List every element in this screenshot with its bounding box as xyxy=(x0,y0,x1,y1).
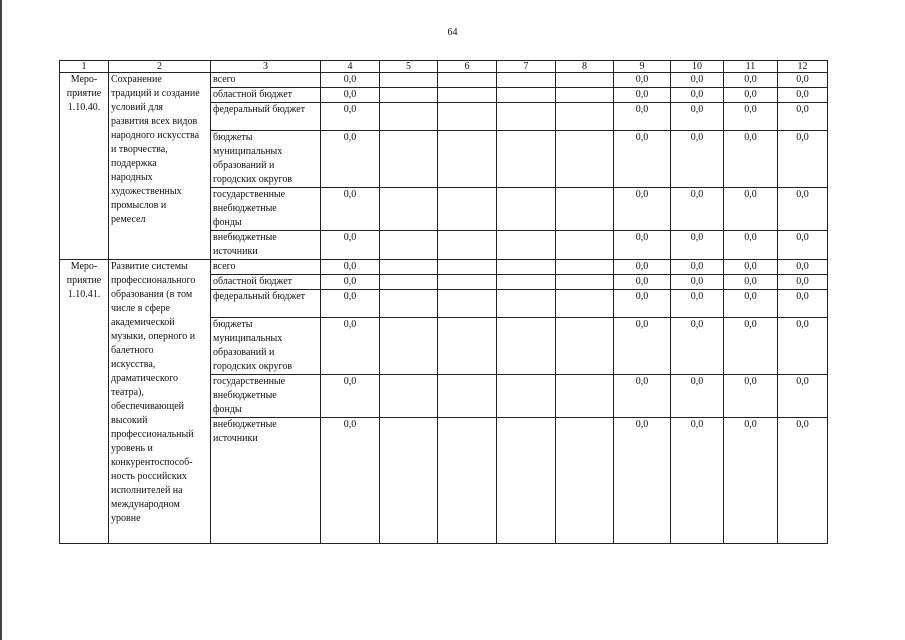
value-col-4: 0,0 xyxy=(321,231,380,260)
value-col-9: 0,0 xyxy=(614,318,671,375)
value-col-9: 0,0 xyxy=(614,260,671,275)
value-col-12: 0,0 xyxy=(778,231,828,260)
value-col-7 xyxy=(497,260,556,275)
value-col-8 xyxy=(556,131,614,188)
funding-source: внебюджетные источники xyxy=(211,418,321,544)
value-col-5 xyxy=(380,290,438,318)
value-col-7 xyxy=(497,88,556,103)
value-col-5 xyxy=(380,260,438,275)
value-col-8 xyxy=(556,290,614,318)
value-col-10: 0,0 xyxy=(671,275,724,290)
value-col-11: 0,0 xyxy=(724,188,778,231)
value-col-7 xyxy=(497,375,556,418)
value-col-9: 0,0 xyxy=(614,88,671,103)
value-col-7 xyxy=(497,231,556,260)
column-header: 5 xyxy=(380,61,438,73)
value-col-9: 0,0 xyxy=(614,418,671,544)
value-col-11: 0,0 xyxy=(724,318,778,375)
value-col-12: 0,0 xyxy=(778,275,828,290)
value-col-8 xyxy=(556,73,614,88)
column-header: 7 xyxy=(497,61,556,73)
value-col-8 xyxy=(556,275,614,290)
value-col-12: 0,0 xyxy=(778,88,828,103)
funding-source: внебюджетные источники xyxy=(211,231,321,260)
value-col-6 xyxy=(438,188,497,231)
value-col-12: 0,0 xyxy=(778,73,828,88)
value-col-10: 0,0 xyxy=(671,103,724,131)
value-col-11: 0,0 xyxy=(724,231,778,260)
value-col-8 xyxy=(556,375,614,418)
value-col-6 xyxy=(438,318,497,375)
value-col-5 xyxy=(380,73,438,88)
funding-source: областной бюджет xyxy=(211,275,321,290)
value-col-12: 0,0 xyxy=(778,188,828,231)
value-col-6 xyxy=(438,260,497,275)
column-header: 3 xyxy=(211,61,321,73)
table-row xyxy=(60,260,828,275)
column-header: 11 xyxy=(724,61,778,73)
page-number: 64 xyxy=(447,27,458,38)
value-col-4: 0,0 xyxy=(321,275,380,290)
value-col-4: 0,0 xyxy=(321,103,380,131)
funding-source: всего xyxy=(211,260,321,275)
column-header: 9 xyxy=(614,61,671,73)
value-col-4: 0,0 xyxy=(321,260,380,275)
measure-title: Развитие системы профессионального образования (в том числе в сфере академической музыки, оперного и балетного искусства, драматического театра), обеспечивающей высокий профессиональный уровень и конкурентоспособ- ность российских исполнителей на международном уровне xyxy=(109,260,211,544)
value-col-10: 0,0 xyxy=(671,375,724,418)
funding-source: бюджеты муниципальных образований и городских округов xyxy=(211,131,321,188)
value-col-8 xyxy=(556,418,614,544)
table-body xyxy=(60,73,828,544)
value-col-7 xyxy=(497,418,556,544)
value-col-7 xyxy=(497,131,556,188)
value-col-12: 0,0 xyxy=(778,318,828,375)
value-col-9: 0,0 xyxy=(614,131,671,188)
value-col-4: 0,0 xyxy=(321,88,380,103)
value-col-5 xyxy=(380,231,438,260)
value-col-6 xyxy=(438,88,497,103)
value-col-6 xyxy=(438,103,497,131)
value-col-8 xyxy=(556,318,614,375)
column-header: 1 xyxy=(60,61,109,73)
value-col-7 xyxy=(497,318,556,375)
value-col-12: 0,0 xyxy=(778,131,828,188)
value-col-7 xyxy=(497,275,556,290)
value-col-7 xyxy=(497,73,556,88)
value-col-11: 0,0 xyxy=(724,88,778,103)
column-header: 12 xyxy=(778,61,828,73)
value-col-5 xyxy=(380,275,438,290)
funding-source: бюджеты муниципальных образований и городских округов xyxy=(211,318,321,375)
value-col-4: 0,0 xyxy=(321,188,380,231)
value-col-8 xyxy=(556,103,614,131)
value-col-7 xyxy=(497,290,556,318)
value-col-7 xyxy=(497,188,556,231)
value-col-8 xyxy=(556,260,614,275)
value-col-11: 0,0 xyxy=(724,275,778,290)
value-col-11: 0,0 xyxy=(724,375,778,418)
value-col-12: 0,0 xyxy=(778,375,828,418)
value-col-4: 0,0 xyxy=(321,318,380,375)
column-header: 6 xyxy=(438,61,497,73)
value-col-5 xyxy=(380,88,438,103)
value-col-9: 0,0 xyxy=(614,103,671,131)
value-col-4: 0,0 xyxy=(321,375,380,418)
value-col-6 xyxy=(438,131,497,188)
value-col-5 xyxy=(380,375,438,418)
value-col-12: 0,0 xyxy=(778,290,828,318)
value-col-11: 0,0 xyxy=(724,131,778,188)
value-col-5 xyxy=(380,103,438,131)
value-col-6 xyxy=(438,73,497,88)
measure-title: Сохранение традиций и создание условий для развития всех видов народного искусства и творчества, поддержка народных художественных промыслов и ремесел xyxy=(109,73,211,260)
page-left-edge xyxy=(0,0,2,640)
value-col-9: 0,0 xyxy=(614,73,671,88)
funding-table xyxy=(59,60,828,544)
column-header: 2 xyxy=(109,61,211,73)
value-col-10: 0,0 xyxy=(671,188,724,231)
header-row xyxy=(60,61,828,73)
funding-source: всего xyxy=(211,73,321,88)
funding-source: федеральный бюджет xyxy=(211,103,321,131)
value-col-9: 0,0 xyxy=(614,290,671,318)
value-col-12: 0,0 xyxy=(778,418,828,544)
value-col-6 xyxy=(438,375,497,418)
funding-source: государственные внебюджетные фонды xyxy=(211,188,321,231)
column-header: 8 xyxy=(556,61,614,73)
value-col-6 xyxy=(438,418,497,544)
value-col-8 xyxy=(556,231,614,260)
value-col-10: 0,0 xyxy=(671,73,724,88)
value-col-4: 0,0 xyxy=(321,290,380,318)
value-col-10: 0,0 xyxy=(671,231,724,260)
value-col-11: 0,0 xyxy=(724,260,778,275)
value-col-10: 0,0 xyxy=(671,260,724,275)
value-col-10: 0,0 xyxy=(671,418,724,544)
column-header: 4 xyxy=(321,61,380,73)
funding-source: государственные внебюджетные фонды xyxy=(211,375,321,418)
value-col-12: 0,0 xyxy=(778,260,828,275)
measure-code: Меро- приятие 1.10.41. xyxy=(60,260,109,544)
value-col-9: 0,0 xyxy=(614,188,671,231)
table-row xyxy=(60,73,828,88)
value-col-7 xyxy=(497,103,556,131)
value-col-8 xyxy=(556,188,614,231)
value-col-12: 0,0 xyxy=(778,103,828,131)
value-col-6 xyxy=(438,275,497,290)
value-col-5 xyxy=(380,188,438,231)
value-col-4: 0,0 xyxy=(321,73,380,88)
value-col-8 xyxy=(556,88,614,103)
value-col-10: 0,0 xyxy=(671,318,724,375)
value-col-11: 0,0 xyxy=(724,418,778,544)
value-col-9: 0,0 xyxy=(614,231,671,260)
funding-source: областной бюджет xyxy=(211,88,321,103)
value-col-11: 0,0 xyxy=(724,73,778,88)
value-col-11: 0,0 xyxy=(724,290,778,318)
value-col-5 xyxy=(380,418,438,544)
value-col-10: 0,0 xyxy=(671,290,724,318)
value-col-5 xyxy=(380,318,438,375)
value-col-6 xyxy=(438,231,497,260)
value-col-11: 0,0 xyxy=(724,103,778,131)
measure-code: Меро- приятие 1.10.40. xyxy=(60,73,109,260)
value-col-6 xyxy=(438,290,497,318)
value-col-9: 0,0 xyxy=(614,275,671,290)
value-col-10: 0,0 xyxy=(671,131,724,188)
value-col-4: 0,0 xyxy=(321,418,380,544)
value-col-10: 0,0 xyxy=(671,88,724,103)
funding-source: федеральный бюджет xyxy=(211,290,321,318)
value-col-9: 0,0 xyxy=(614,375,671,418)
value-col-5 xyxy=(380,131,438,188)
value-col-4: 0,0 xyxy=(321,131,380,188)
column-header: 10 xyxy=(671,61,724,73)
